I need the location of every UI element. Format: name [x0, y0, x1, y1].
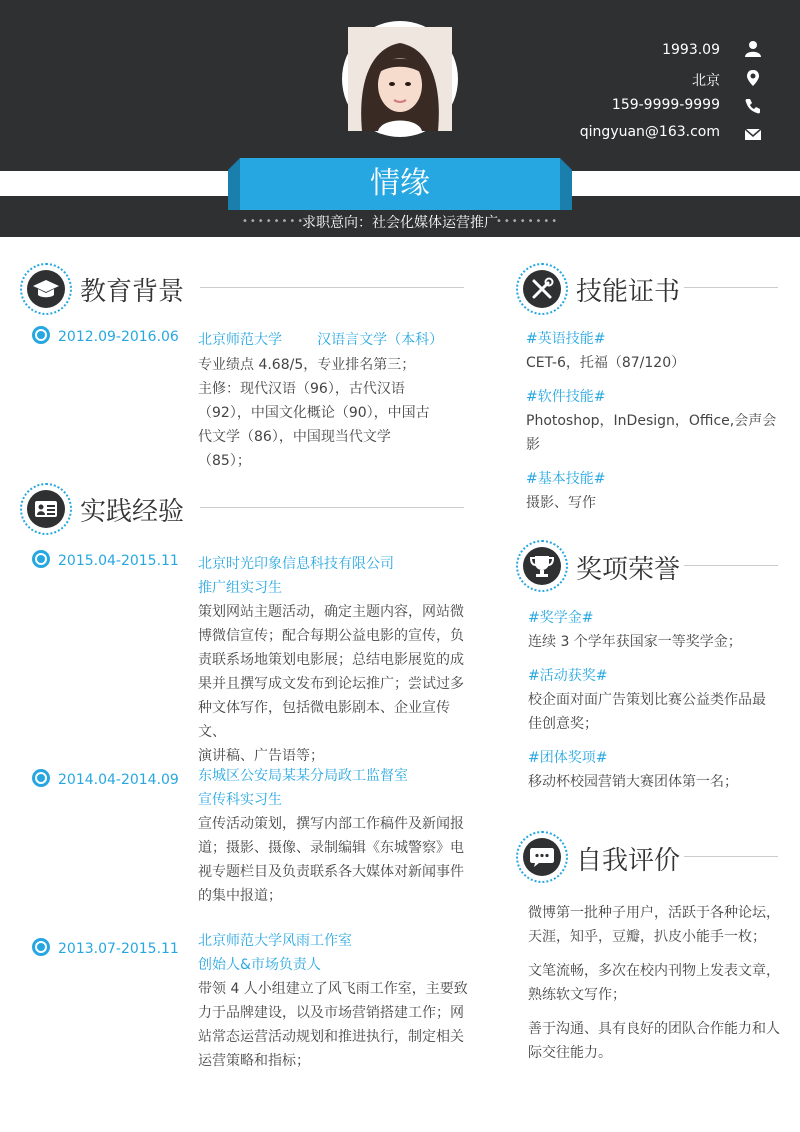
practice-line: 的集中报道； [198, 888, 282, 904]
skill-tag: #基本技能# [526, 471, 606, 487]
skill-line: 摄影、写作 [526, 495, 596, 511]
award-line: 校企面对面广告策划比赛公益类作品最 [528, 692, 766, 708]
practice-line: 视专题栏目及负责联系各大媒体对新闻事件 [198, 864, 464, 880]
practice-line: 种文体写作，包括微电影剧本、企业宣传文、 [198, 700, 450, 740]
edu-line: 代文学（86），中国现当代文学 [198, 429, 391, 445]
skills-title: 技能证书 [576, 277, 681, 307]
self-line: 际交往能力。 [528, 1045, 612, 1061]
mail-icon [744, 125, 762, 143]
self-line: 文笔流畅，多次在校内刊物上发表文章， [528, 963, 780, 979]
award-line: 连续 3 个学年获国家一等奖学金； [528, 634, 742, 650]
job-objective: 求职意向：社会化媒体运营推广 [302, 215, 498, 231]
dots-right: •••••••• [496, 216, 560, 227]
practice-line: 演讲稿、广告语等； [198, 748, 324, 764]
skill-line: 影 [526, 437, 540, 453]
timeline-bullet [32, 769, 50, 787]
skill-tag: #软件技能# [526, 389, 606, 405]
practice-divider [200, 507, 464, 508]
practice-org: 北京师范大学风雨工作室 [198, 933, 352, 949]
edu-line: 主修：现代汉语（96），古代汉语 [198, 381, 405, 397]
skills-list [526, 327, 786, 511]
self-icon-badge [516, 831, 568, 883]
candidate-name: 情缘 [370, 166, 430, 201]
practice-title: 实践经验 [80, 497, 185, 527]
practice-role: 宣传科实习生 [198, 792, 282, 808]
phone-icon [744, 97, 762, 115]
award-line: 佳创意奖； [528, 716, 598, 732]
practice-entry [198, 929, 473, 1073]
awards-divider [684, 565, 778, 566]
awards-title: 奖项荣誉 [576, 555, 681, 585]
practice-icon-badge [20, 483, 72, 535]
practice-line: 果并且撰写成文发布到论坛推广；尝试过多 [198, 676, 464, 692]
practice-line: 力于品牌建设，以及市场营销搭建工作；网 [198, 1005, 464, 1021]
edu-entry [198, 329, 468, 473]
edu-date: 2012.09-2016.06 [58, 329, 179, 345]
contact-birthdate: 1993.09 [662, 42, 720, 58]
dots-left: •••••••• [242, 216, 306, 227]
graduation-cap-icon [27, 270, 65, 308]
practice-entry [198, 552, 473, 768]
practice-line: 运营策略和指标； [198, 1053, 310, 1069]
practice-org: 北京时光印象信息科技有限公司 [198, 556, 394, 572]
self-divider [684, 856, 778, 857]
skill-line: Photoshop，InDesign，Office,会声会 [526, 413, 777, 429]
trophy-icon [523, 547, 561, 585]
practice-line: 站常态运营活动规划和推进执行，制定相关 [198, 1029, 464, 1045]
skill-tag: #英语技能# [526, 331, 606, 347]
self-line: 天涯，知乎，豆瓣，扒皮小能手一枚； [528, 929, 766, 945]
edu-line: （85）； [198, 453, 251, 469]
self-line: 熟练软文写作； [528, 987, 626, 1003]
education-title: 教育背景 [80, 277, 185, 307]
practice-date: 2014.04-2014.09 [58, 772, 179, 788]
awards-icon-badge [516, 540, 568, 592]
self-line: 微博第一批种子用户，活跃于各种论坛， [528, 905, 780, 921]
practice-line: 宣传活动策划，撰写内部工作稿件及新闻报 [198, 816, 464, 832]
tools-icon [523, 270, 561, 308]
contact-phone[interactable]: 159-9999-9999 [611, 97, 720, 113]
award-tag: #团体奖项# [528, 750, 608, 766]
practice-line: 博微信宣传；配合每期公益电影的宣传，负 [198, 628, 464, 644]
ribbon-tail-left [228, 170, 240, 210]
practice-line: 策划网站主题活动，确定主题内容，网站微 [198, 604, 464, 620]
practice-line: 责联系场地策划电影展；总结电影展览的成 [198, 652, 464, 668]
awards-list [528, 606, 788, 794]
self-evaluation [528, 901, 790, 1065]
timeline-bullet [32, 938, 50, 956]
avatar [348, 27, 452, 131]
edu-line: 专业绩点 4.68/5，专业排名第三； [198, 357, 416, 373]
practice-date: 2013.07-2015.11 [58, 941, 179, 957]
ribbon-tail-right [560, 170, 572, 210]
practice-entry [198, 764, 473, 908]
education-divider [200, 287, 464, 288]
edu-school: 北京师范大学 [198, 332, 282, 348]
practice-line: 道；摄影、摄像、录制编辑《东城警察》电 [198, 840, 464, 856]
person-icon [744, 40, 762, 58]
ribbon-fold-left [228, 158, 240, 170]
practice-role: 推广组实习生 [198, 580, 282, 596]
award-tag: #活动获奖# [528, 668, 608, 684]
chat-bubble-icon [523, 838, 561, 876]
self-title: 自我评价 [576, 846, 681, 876]
practice-role: 创始人&市场负责人 [198, 957, 321, 973]
award-line: 移动杯校园营销大赛团体第一名； [528, 774, 738, 790]
timeline-bullet [32, 550, 50, 568]
id-card-icon [27, 490, 65, 528]
self-line: 善于沟通、具有良好的团队合作能力和人 [528, 1021, 780, 1037]
contact-email[interactable]: qingyuan@163.com [579, 124, 720, 140]
practice-line: 带领 4 人小组建立了风飞雨工作室，主要致 [198, 981, 468, 997]
edu-major: 汉语言文学（本科） [317, 332, 444, 348]
skill-line: CET-6，托福（87/120） [526, 355, 686, 371]
practice-org: 东城区公安局某某分局政工监督室 [198, 768, 408, 784]
skills-icon-badge [516, 263, 568, 315]
education-icon-badge [20, 263, 72, 315]
contact-city: 北京 [692, 73, 720, 89]
timeline-bullet [32, 326, 50, 344]
ribbon-fold-right [560, 158, 572, 170]
edu-line: （92），中国文化概论（90），中国古 [198, 405, 430, 421]
skills-divider [684, 287, 778, 288]
practice-date: 2015.04-2015.11 [58, 553, 179, 569]
location-icon [744, 69, 762, 87]
award-tag: #奖学金# [528, 610, 594, 626]
